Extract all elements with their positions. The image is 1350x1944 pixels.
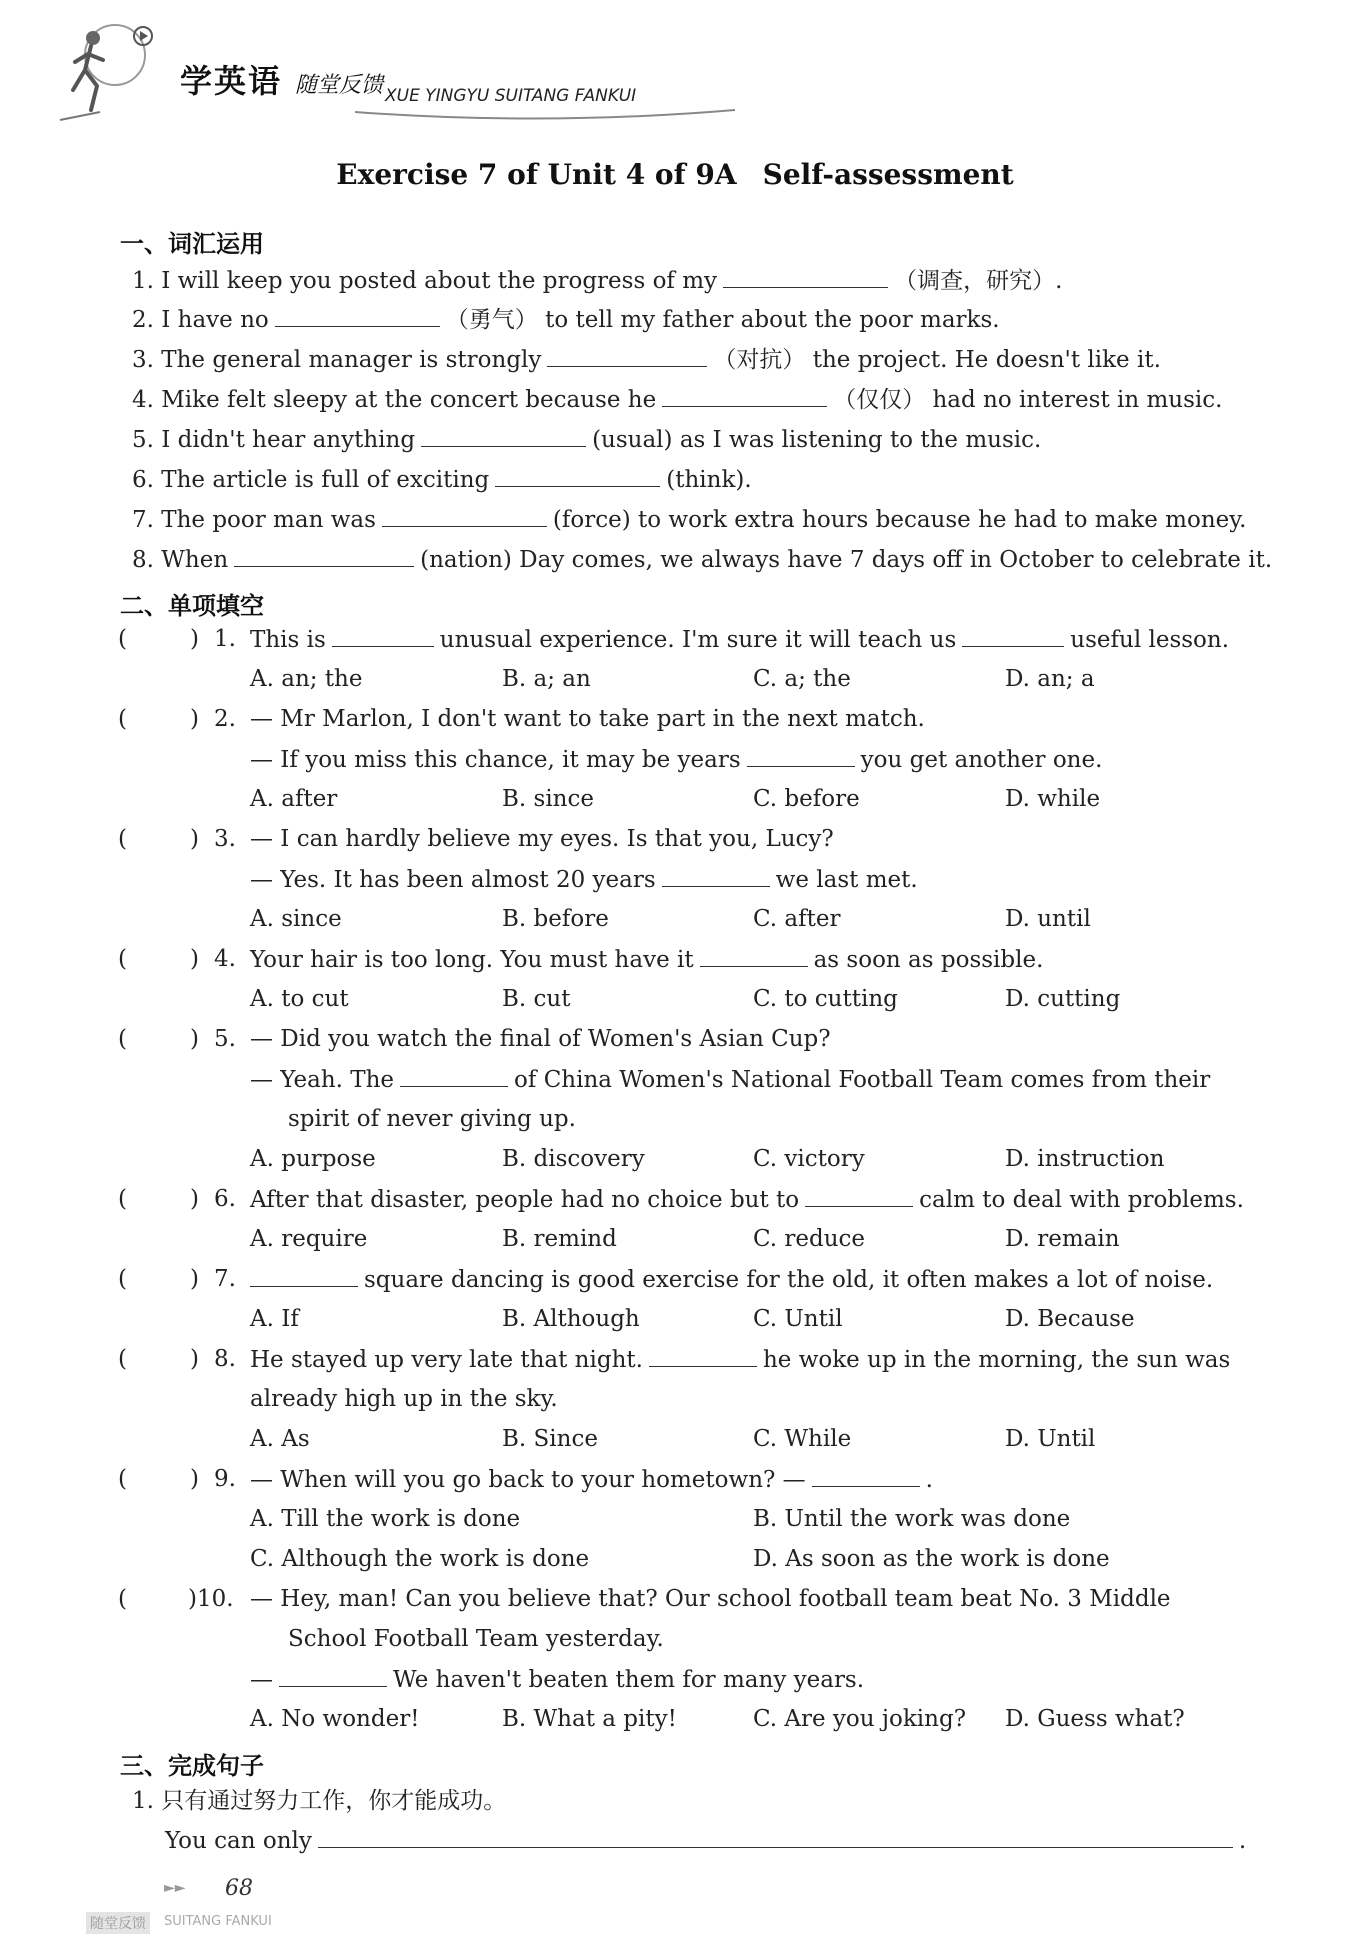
runner-logo-icon [55, 20, 165, 125]
answer-paren-close: ) [190, 1346, 199, 1372]
answer-blank[interactable] [382, 506, 547, 527]
option-c[interactable]: C. Are you joking? [753, 1706, 967, 1732]
answer-blank[interactable] [400, 1066, 508, 1087]
answer-paren-close: ) [190, 1026, 199, 1052]
option-c[interactable]: C. While [753, 1426, 852, 1452]
option-b[interactable]: B. cut [502, 986, 571, 1012]
answer-paren-open[interactable]: ( [118, 1026, 127, 1052]
option-d[interactable]: D. Until [1005, 1426, 1096, 1452]
answer-blank[interactable] [250, 1266, 358, 1287]
brand-subtitle-cn: 随堂反馈 [295, 73, 384, 98]
option-c[interactable]: C. Although the work is done [250, 1546, 590, 1572]
option-a[interactable]: A. an; the [250, 666, 363, 692]
answer-blank[interactable] [279, 1666, 387, 1687]
vocab-item: 2. I have no （勇气） to tell my father about the poor marks. [132, 307, 1000, 333]
option-b[interactable]: B. a; an [502, 666, 591, 692]
answer-blank[interactable] [649, 1346, 757, 1367]
answer-blank[interactable] [962, 626, 1064, 647]
option-a[interactable]: A. purpose [250, 1146, 376, 1172]
option-a[interactable]: A. to cut [250, 986, 349, 1012]
header-swoosh-decoration [355, 108, 735, 122]
option-b[interactable]: B. What a pity! [502, 1706, 677, 1732]
option-d[interactable]: D. while [1005, 786, 1101, 812]
answer-paren-open[interactable]: ( [118, 1266, 127, 1292]
option-d[interactable]: D. As soon as the work is done [753, 1546, 1110, 1572]
answer-paren-close: ) [190, 626, 199, 652]
option-b[interactable]: B. Until the work was done [753, 1506, 1071, 1532]
answer-paren-open[interactable]: ( [118, 626, 127, 652]
answer-paren-close: ) [190, 706, 199, 732]
answer-paren-open[interactable]: ( [118, 706, 127, 732]
option-d[interactable]: D. Guess what? [1005, 1706, 1185, 1732]
option-d[interactable]: D. until [1005, 906, 1091, 932]
answer-blank[interactable] [723, 267, 888, 288]
answer-line[interactable] [318, 1827, 1233, 1848]
answer-paren-open[interactable]: ( [118, 1186, 127, 1212]
option-b[interactable]: B. since [502, 786, 594, 812]
option-b[interactable]: B. remind [502, 1226, 617, 1252]
option-c[interactable]: C. victory [753, 1146, 865, 1172]
answer-paren-close: ) [190, 826, 199, 852]
answer-blank[interactable] [275, 306, 440, 327]
option-b[interactable]: B. Since [502, 1426, 598, 1452]
answer-blank[interactable] [332, 626, 434, 647]
page-arrow-icon: ►► [164, 1880, 186, 1896]
option-b[interactable]: B. discovery [502, 1146, 645, 1172]
option-a[interactable]: A. since [250, 906, 342, 932]
vocab-item: 5. I didn't hear anything (usual) as I was listening to the music. [132, 427, 1042, 453]
complete-item-cn: 1. 只有通过努力工作，你才能成功。 [132, 1788, 507, 1814]
answer-blank[interactable] [812, 1466, 920, 1487]
answer-blank[interactable] [547, 346, 707, 367]
option-c[interactable]: C. a; the [753, 666, 851, 692]
complete-item-en: You can only . [165, 1828, 1247, 1854]
option-b[interactable]: B. Although [502, 1306, 640, 1332]
page-number: 68 [225, 1876, 253, 1901]
footer-brand-en: SUITANG FANKUI [164, 1914, 272, 1929]
title-main: Exercise 7 of Unit 4 of 9A [336, 158, 737, 191]
section-heading-multiple-choice: 二、单项填空 [120, 592, 264, 620]
option-a[interactable]: A. after [250, 786, 338, 812]
vocab-item: 8. When (nation) Day comes, we always have 7 days off in October to celebrate it. [132, 547, 1273, 573]
answer-paren-open[interactable]: ( [118, 1346, 127, 1372]
answer-blank[interactable] [421, 426, 586, 447]
vocab-item: 4. Mike felt sleepy at the concert because he （仅仅） had no interest in music. [132, 387, 1223, 413]
vocab-item: 7. The poor man was (force) to work extra hours because he had to make money. [132, 507, 1247, 533]
option-a[interactable]: A. If [250, 1306, 299, 1332]
option-d[interactable]: D. instruction [1005, 1146, 1165, 1172]
option-d[interactable]: D. remain [1005, 1226, 1120, 1252]
footer-brand-cn: 随堂反馈 [86, 1912, 150, 1934]
answer-paren-close: ) [190, 1466, 199, 1492]
answer-paren-open[interactable]: ( [118, 1586, 127, 1612]
option-d[interactable]: D. cutting [1005, 986, 1121, 1012]
header-banner [55, 20, 695, 130]
option-c[interactable]: C. Until [753, 1306, 843, 1332]
answer-paren-open[interactable]: ( [118, 826, 127, 852]
vocab-item: 6. The article is full of exciting (think). [132, 467, 752, 493]
answer-blank[interactable] [700, 946, 808, 967]
answer-blank[interactable] [662, 866, 770, 887]
answer-blank[interactable] [662, 386, 827, 407]
option-c[interactable]: C. reduce [753, 1226, 866, 1252]
title-sub: Self-assessment [762, 158, 1014, 191]
option-c[interactable]: C. after [753, 906, 841, 932]
option-a[interactable]: A. No wonder! [250, 1706, 420, 1732]
option-c[interactable]: C. to cutting [753, 986, 898, 1012]
answer-blank[interactable] [234, 546, 414, 567]
option-c[interactable]: C. before [753, 786, 860, 812]
answer-blank[interactable] [495, 466, 660, 487]
option-a[interactable]: A. As [250, 1426, 310, 1452]
answer-paren-open[interactable]: ( [118, 946, 127, 972]
answer-blank[interactable] [747, 746, 855, 767]
option-b[interactable]: B. before [502, 906, 609, 932]
answer-paren-close: ) [190, 946, 199, 972]
worksheet-page: 学英语 随堂反馈 XUE YINGYU SUITANG FANKUI Exercise 7 of Unit 4 of 9A Self-assessment 一、词汇运用 1. I will keep you posted about the progress of my （调查，研究）. 2. I have no （勇气） to tell my father about the poor marks. 3. The general manager is strongly （对抗） the project. He doesn't like it. 4. Mike felt sleepy at the concert because he （仅仅） had no interest in music. 5. I didn't hear anything (usual) as I was listening to the music. 6. The article is full of exciting (think). 7. The poor man was (force) to work extra hours because he had to make money. 8. When (nation) Day comes, we always have 7 days off in October to celebrate it. 二、单项填空 ( ) 1. This is unusual experience. I'm sure it will teach us useful lesson. A. an; the B. a; an C. a; the D. an; a ( ) 2. — Mr Marlon, I don't want to take part in the next match. — If you miss this chance, it may be years you get another one. A. after B. since C. before D. while ( ) 3. — I can hardly believe my eyes. Is that you, Lucy? — Yes. It has been almost 20 years we last met. A. since B. before C. after D. until ( ) 4. Your hair is too long. You must have it as soon as possible. A. to cut B. cut C. to cutting D. cutting ( ) 5. — Did you watch the final of Women's Asian Cup? — Yeah. The of China Women's National Football Team comes from their spirit of never giving up. A. purpose B. discovery C. victory D. instruction ( ) 6. After that disaster, people had no choice but to calm to deal with problems. A. require B. remind C. reduce D. remain ( ) 7. square dancing is good exercise for the old, it often makes a lot of noise. A. If B. Although C. Until D. Because ( ) 8. He stayed up very late that night. he woke up in the morning, the sun was already high up in the sky. A. As B. Since C. While D. Until ( ) 9. — When will you go back to your hometown? — . A. Till the work is done B. Until the work was done C. Although the work is done D. As soon as the work is done ( )10. — Hey, man! Can you believe that? Our school football team beat No. 3 Middle School Football Team yesterday. — We haven't beaten them for many years. A. No wonder! B. What a pity! C. Are you joking? D. Guess what? 三、完成句子 1. 只有通过努力工作，你才能成功。 You can only . ►► 68 随堂反馈 SUITANG FANKUI [0, 0, 1350, 1944]
brand-title-cn: 学英语 [180, 62, 283, 100]
option-d[interactable]: D. Because [1005, 1306, 1135, 1332]
answer-paren-open[interactable]: ( [118, 1466, 127, 1492]
section-heading-vocab: 一、词汇运用 [120, 230, 264, 258]
brand-title-en: XUE YINGYU SUITANG FANKUI [385, 86, 637, 106]
answer-paren-close: ) [190, 1266, 199, 1292]
vocab-item: 1. I will keep you posted about the progress of my （调查，研究）. [132, 268, 1063, 294]
section-heading-complete-sentences: 三、完成句子 [120, 1752, 264, 1780]
page-title [0, 158, 1350, 191]
vocab-item: 3. The general manager is strongly （对抗） the project. He doesn't like it. [132, 347, 1161, 373]
answer-paren-close: ) [190, 1186, 199, 1212]
answer-blank[interactable] [805, 1186, 913, 1207]
option-a[interactable]: A. Till the work is done [250, 1506, 521, 1532]
option-d[interactable]: D. an; a [1005, 666, 1095, 692]
option-a[interactable]: A. require [250, 1226, 368, 1252]
